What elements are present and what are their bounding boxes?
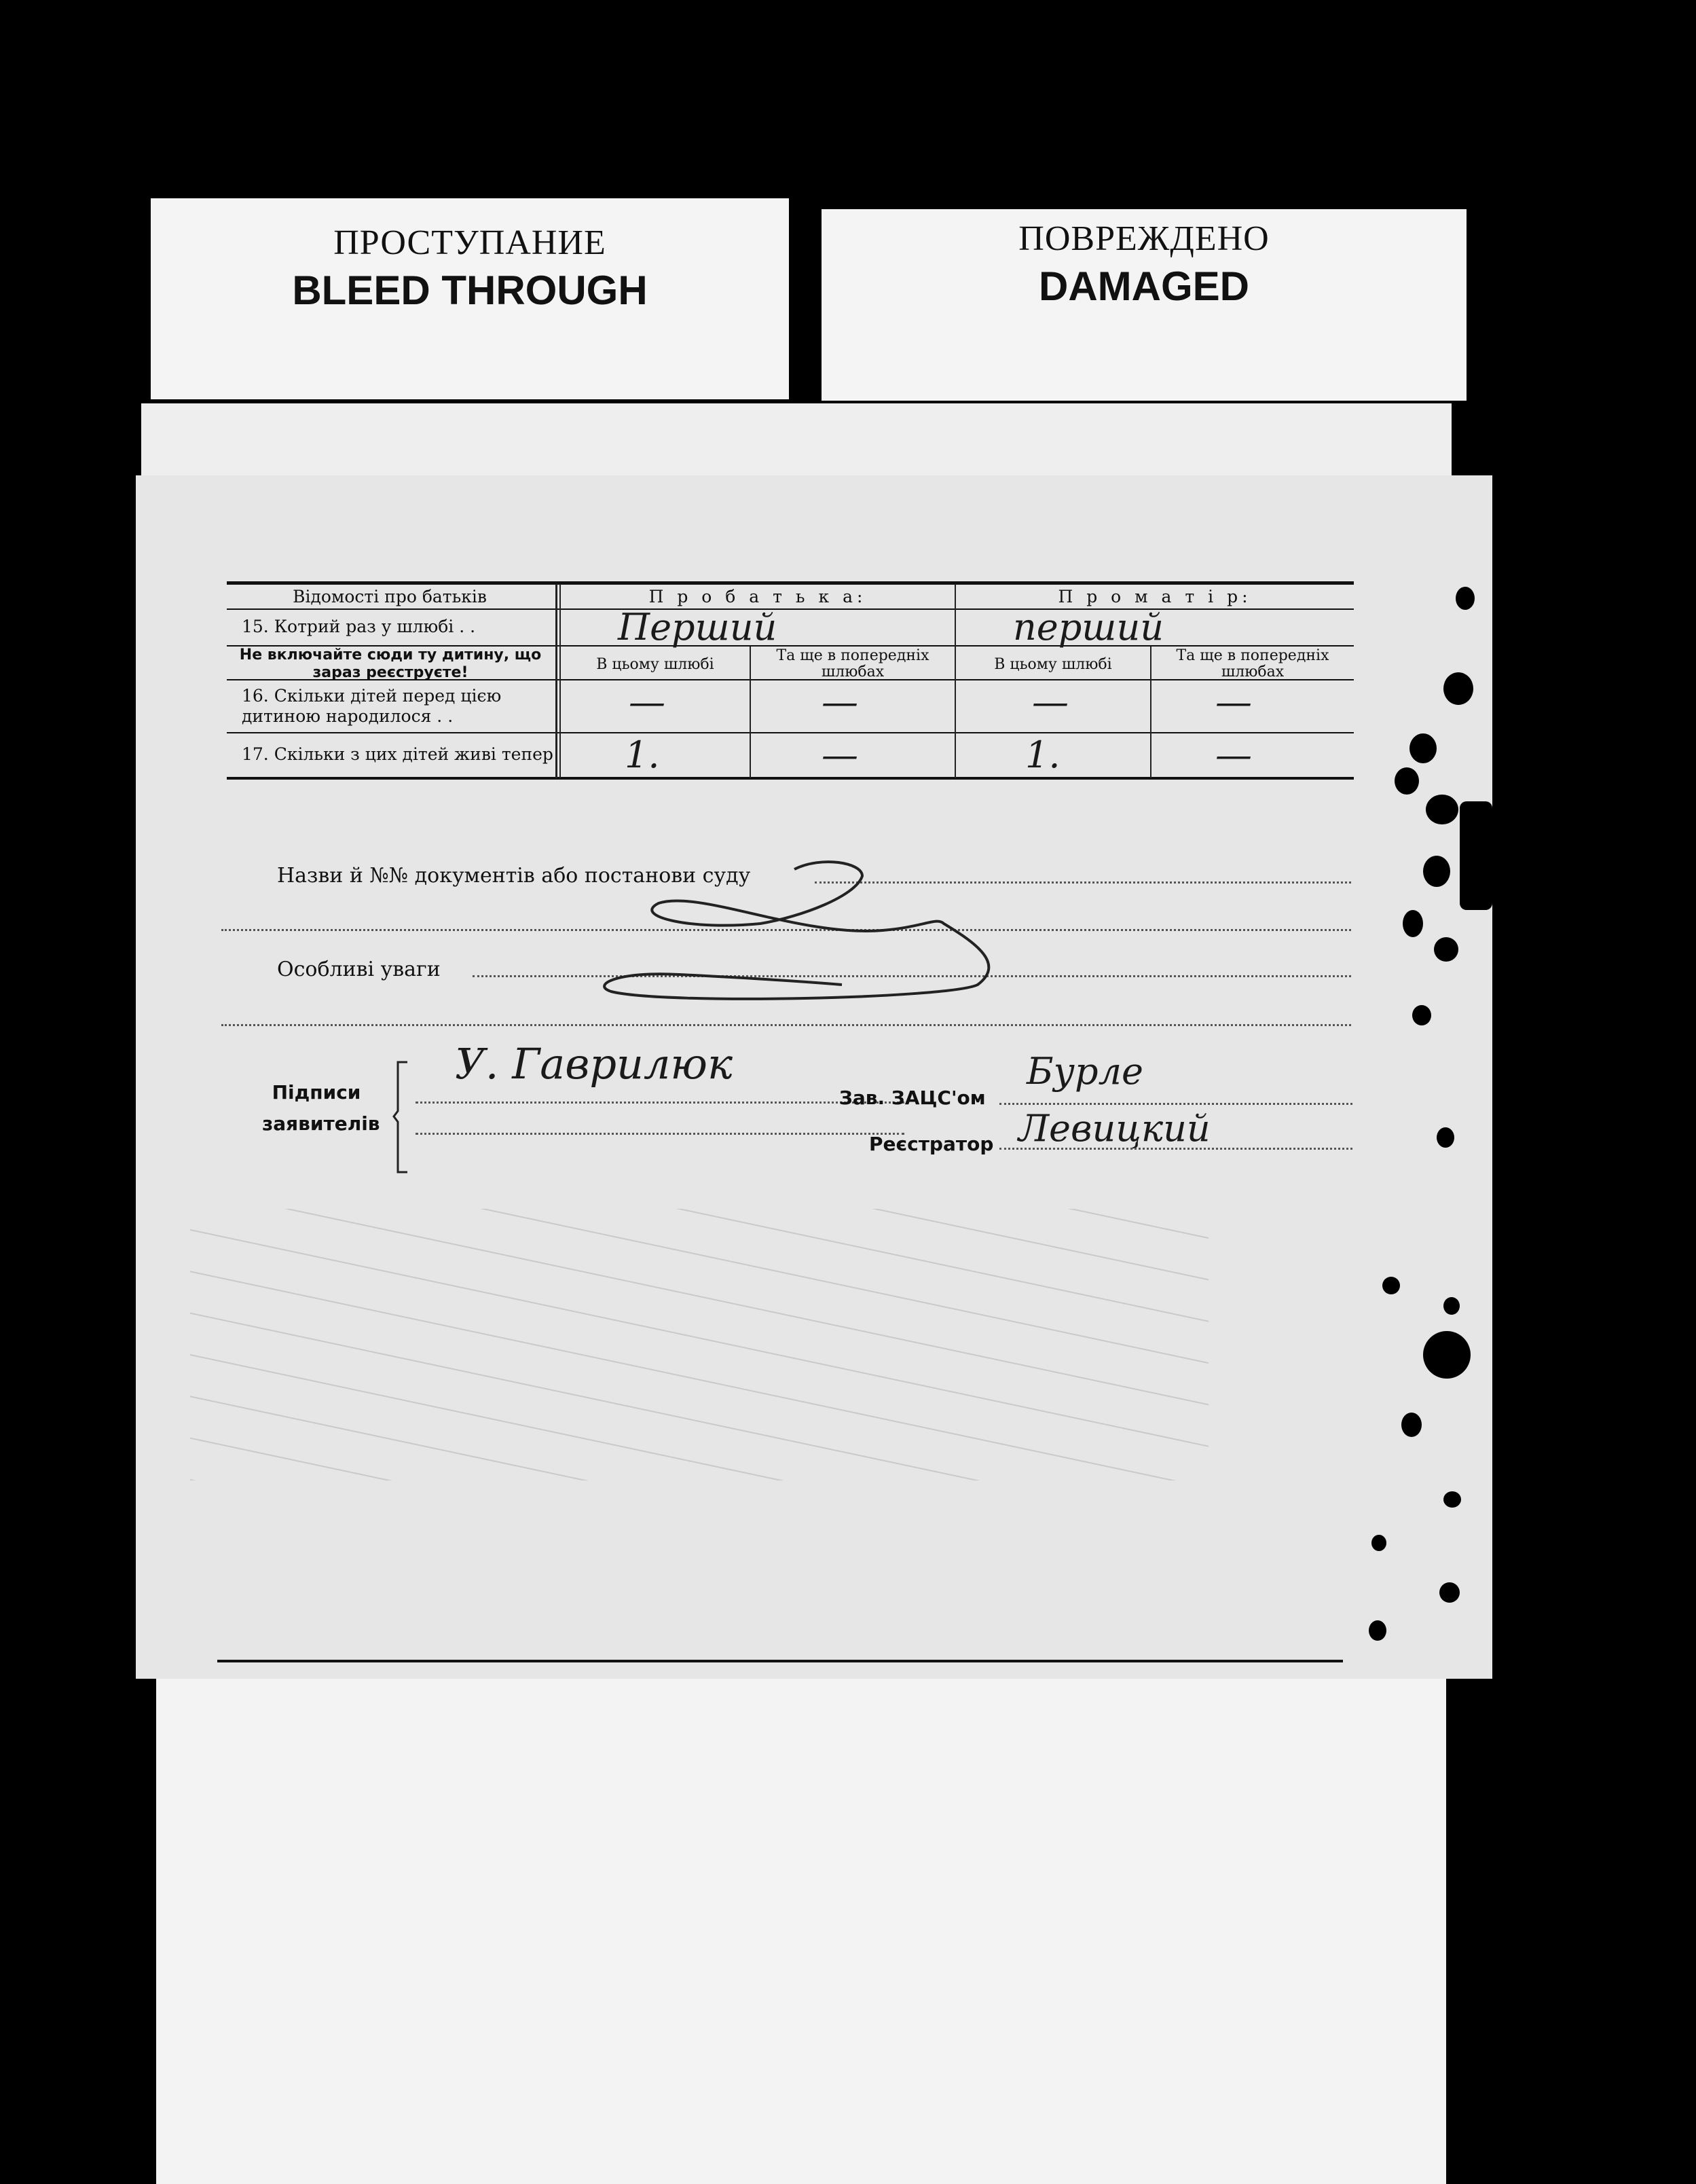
- bleed-through-label: [151, 198, 789, 399]
- head-signature: Бурле: [1027, 1050, 1143, 1093]
- damaged-ru: ПОВРЕЖДЕНО: [1018, 219, 1270, 258]
- row16-mother-this: —: [1032, 680, 1069, 723]
- signatures-brace: [392, 1059, 413, 1175]
- row16-mother-prev: —: [1215, 680, 1252, 723]
- father-prev-marriage-header: Та ще в попередніх шлюбах: [776, 647, 929, 680]
- back-sheet: [141, 403, 1452, 478]
- signatures-label: Підписи заявителів: [262, 1081, 380, 1135]
- damaged-label: [822, 209, 1467, 401]
- head-label: Зав. ЗАЦС'ом: [839, 1087, 986, 1109]
- registrar-signature: Левицкий: [1018, 1107, 1211, 1150]
- row15-label: 15. Котрий раз у шлюбі . .: [242, 617, 476, 636]
- cancellation-stroke: [597, 856, 1141, 1025]
- registrar-label: Реєстратор: [869, 1133, 994, 1155]
- damaged-en: DAMAGED: [1039, 263, 1249, 309]
- document-page: [136, 475, 1492, 1679]
- col-father-header: П р о б а т ь к а:: [648, 587, 867, 606]
- bleed-through-ru: ПРОСТУПАНИЕ: [333, 223, 606, 262]
- row16-father-this: —: [629, 680, 665, 723]
- row17-label: 17. Скільки з цих дітей живі тепер: [242, 744, 553, 764]
- exclude-note: Не включайте сюди ту дитину, що зараз реєструєте!: [239, 647, 542, 681]
- remarks-label: Особливі уваги: [277, 958, 441, 981]
- applicant-signature: У. Гаврилюк: [455, 1039, 733, 1089]
- mother-this-marriage-header: В цьому шлюбі: [994, 656, 1112, 673]
- under-sheet: [156, 1643, 1446, 2184]
- mother-marriage-value: перший: [1013, 606, 1164, 649]
- row16-label: 16. Скільки дітей перед цією дитиною народилося . .: [242, 686, 502, 726]
- father-this-marriage-header: В цьому шлюбі: [596, 656, 714, 673]
- row16-father-prev: —: [822, 680, 858, 723]
- row17-father-prev: —: [822, 733, 858, 776]
- row17-mother-prev: —: [1215, 733, 1252, 776]
- row17-father-this: 1.: [625, 733, 660, 776]
- bleed-through-en: BLEED THROUGH: [292, 268, 648, 313]
- col-info-header: Відомості про батьків: [293, 587, 487, 606]
- col-mother-header: П р о м а т і р:: [1058, 587, 1252, 606]
- mother-prev-marriage-header: Та ще в попередніх шлюбах: [1176, 647, 1329, 680]
- row17-mother-this: 1.: [1025, 733, 1061, 776]
- bleed-through-marks: [190, 1209, 1209, 1480]
- father-marriage-value: Перший: [618, 606, 777, 649]
- documents-label: Назви й №№ документів або постанови суду: [277, 864, 751, 888]
